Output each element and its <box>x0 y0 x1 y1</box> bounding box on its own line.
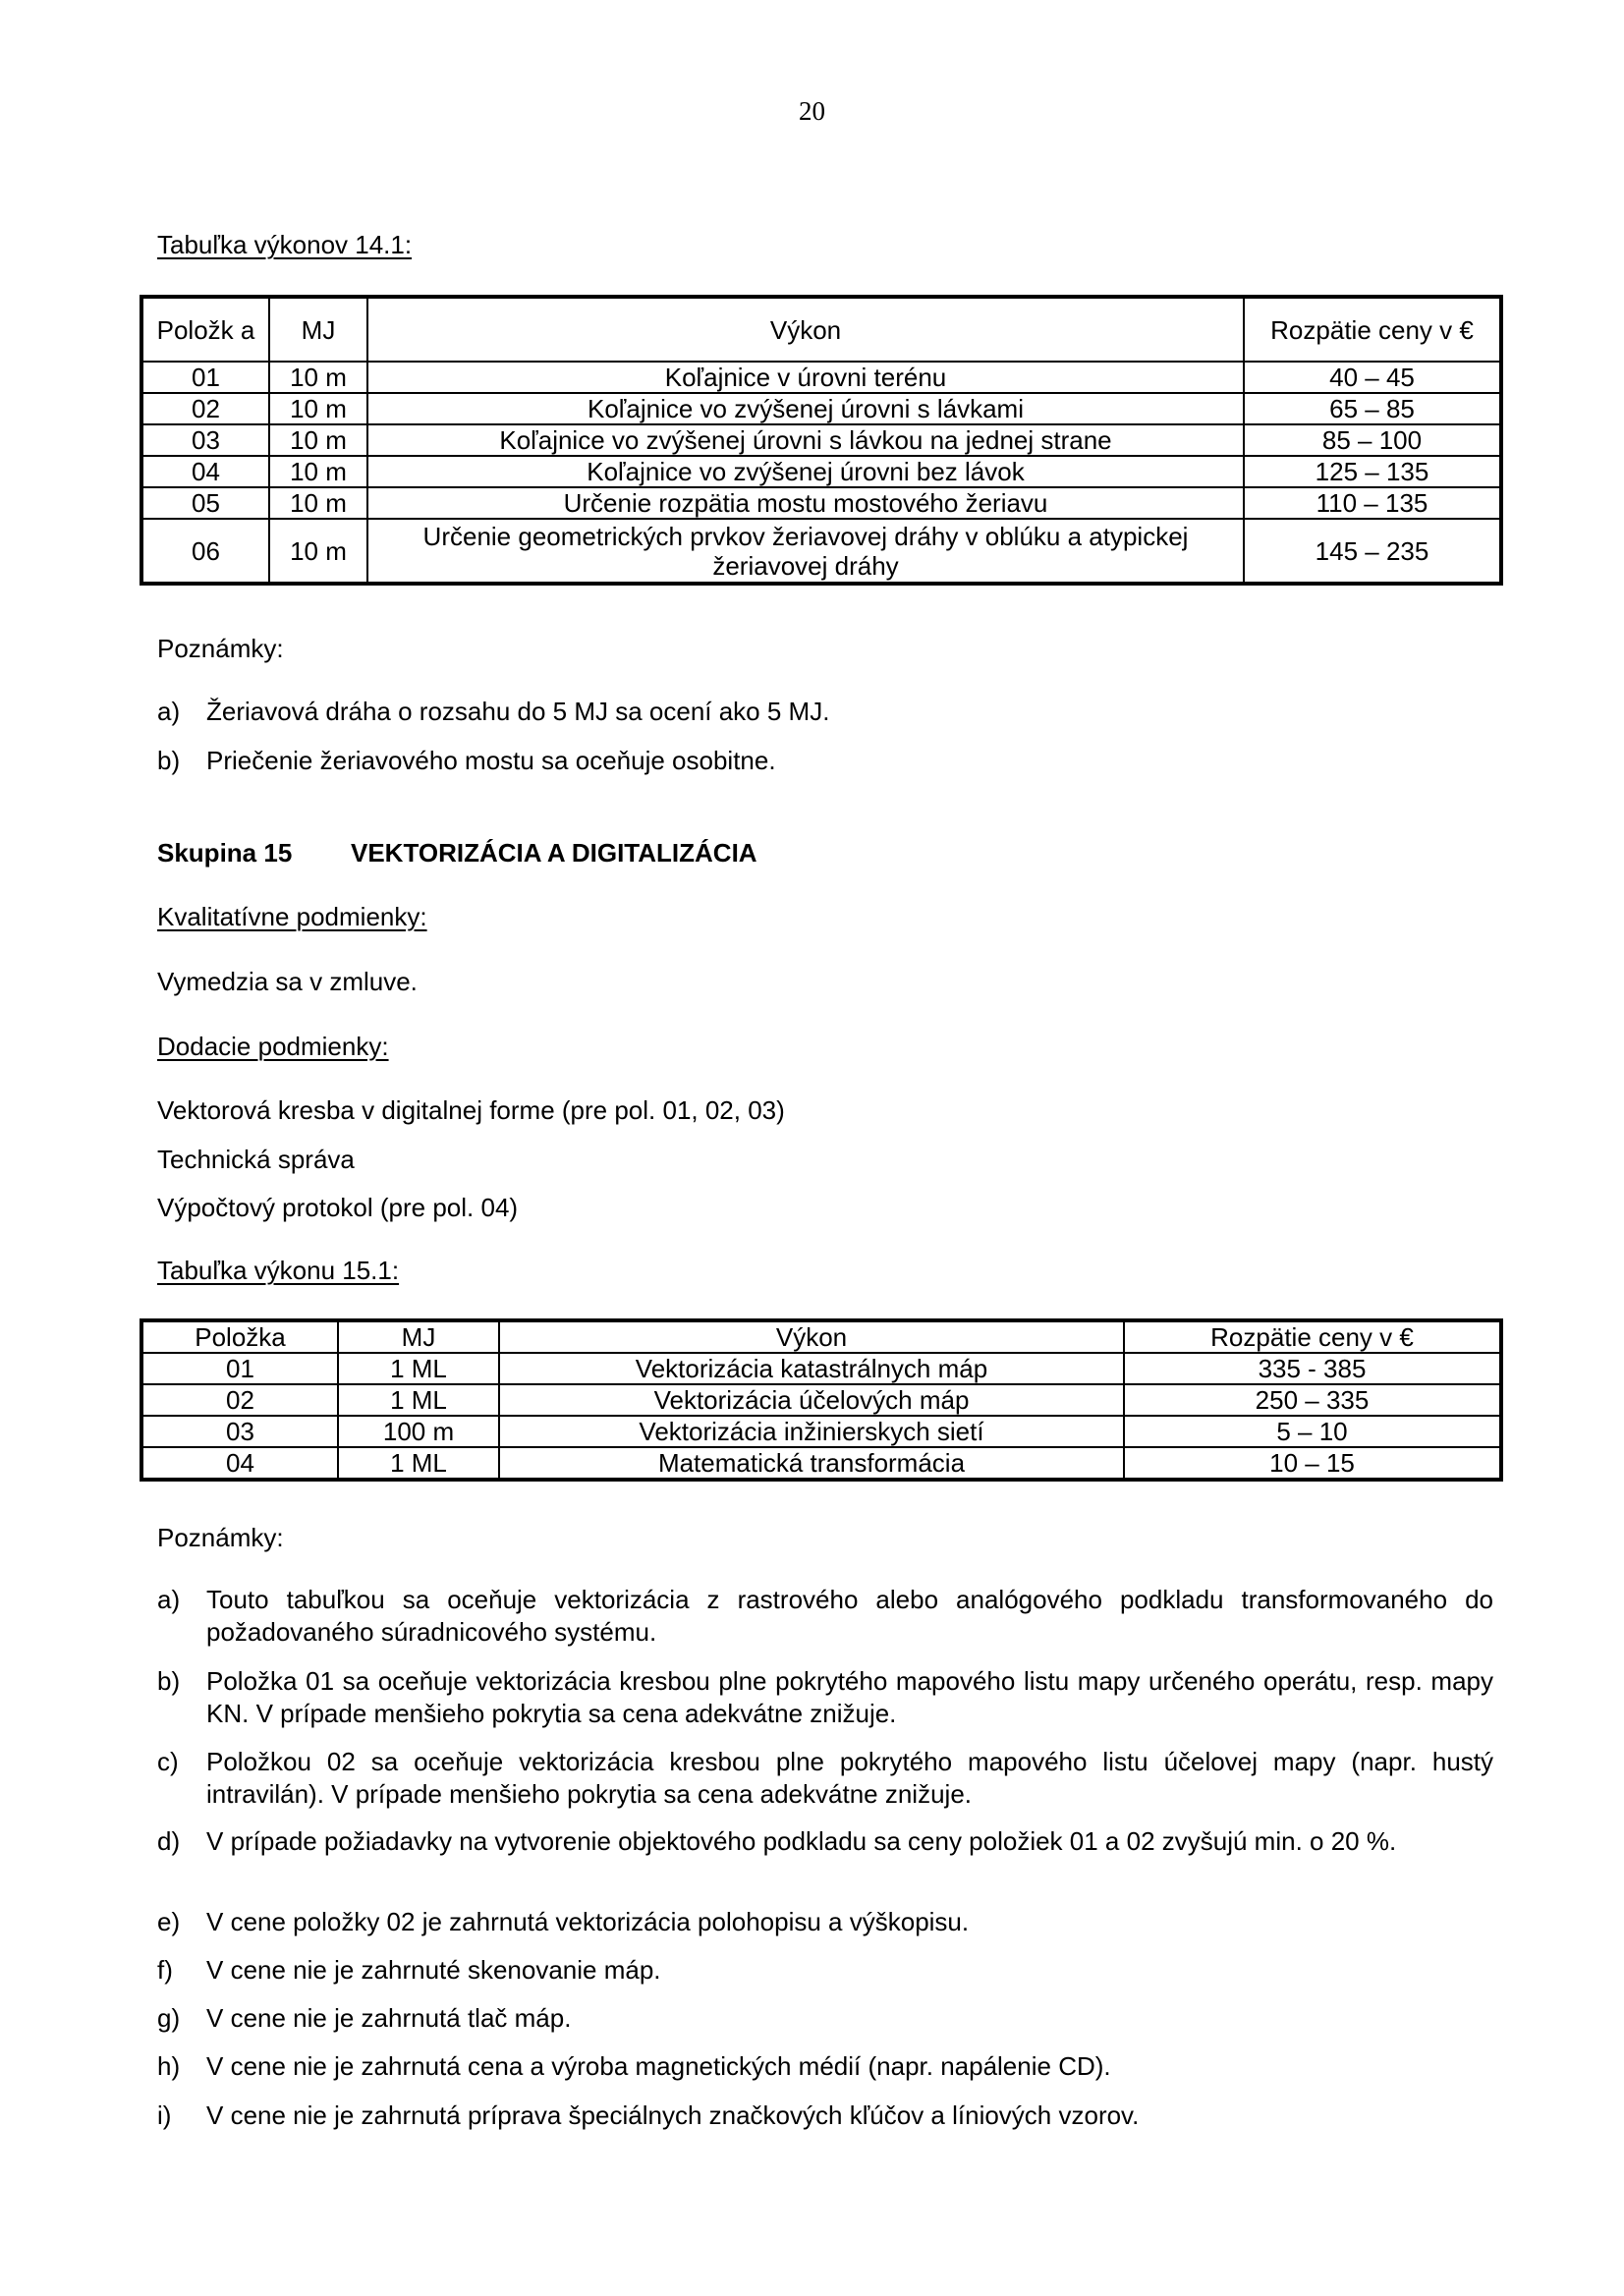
table-cell: 1 ML <box>338 1447 499 1480</box>
table-cell: 01 <box>141 362 269 393</box>
note-item <box>157 2002 1493 2035</box>
table-cell: 10 m <box>269 424 367 456</box>
table-cell: 10 m <box>269 362 367 393</box>
note-id: g) <box>157 2003 181 2033</box>
table1-header-cell: Výkon <box>367 297 1244 362</box>
table-cell: 335 - 385 <box>1124 1353 1501 1384</box>
table-cell: 02 <box>141 393 269 424</box>
note-text: Žeriavová dráha o rozsahu do 5 MJ sa ocení ako 5 MJ. <box>206 697 830 726</box>
table2-header-cell: Položka <box>141 1320 338 1353</box>
note-item <box>157 2100 1493 2132</box>
table-cell: 10 m <box>269 456 367 487</box>
note-id: c) <box>157 1747 179 1776</box>
note-text: V cene nie je zahrnutá príprava špeciálnych značkových kľúčov a líniových vzorov. <box>206 2100 1140 2130</box>
note-id: a) <box>157 1585 181 1614</box>
table-row <box>141 456 1501 487</box>
note-item <box>157 1665 1493 1730</box>
table-cell: Vektorizácia katastrálnych máp <box>499 1353 1124 1384</box>
delivery-heading: Dodacie podmienky: <box>157 1032 389 1061</box>
table1-header-row <box>141 297 1501 362</box>
note-text: V cene nie je zahrnutá tlač máp. <box>206 2003 572 2033</box>
note-item <box>157 1746 1493 1811</box>
table-cell: 110 – 135 <box>1244 487 1501 519</box>
table-cell: 5 – 10 <box>1124 1416 1501 1447</box>
table-cell: 250 – 335 <box>1124 1384 1501 1416</box>
table2-header-cell: Rozpätie ceny v € <box>1124 1320 1501 1353</box>
note-id: e) <box>157 1907 181 1936</box>
table-cell: 03 <box>141 1416 338 1447</box>
note-id: b) <box>157 746 181 775</box>
note-text: Priečenie žeriavového mostu sa oceňuje osobitne. <box>206 746 776 775</box>
table-cell: 40 – 45 <box>1244 362 1501 393</box>
table-cell: 10 m <box>269 393 367 424</box>
table-cell: 01 <box>141 1353 338 1384</box>
notes1-label: Poznámky: <box>157 634 284 663</box>
table2-header-cell: Výkon <box>499 1320 1124 1353</box>
table-row <box>141 1353 1501 1384</box>
table-cell: 10 m <box>269 519 367 584</box>
table-cell: 1 ML <box>338 1384 499 1416</box>
table2-caption: Tabuľka výkonu 15.1: <box>157 1256 400 1285</box>
table1-header-cell: Rozpätie ceny v € <box>1244 297 1501 362</box>
table-cell: 05 <box>141 487 269 519</box>
note-text: V cene nie je zahrnuté skenovanie máp. <box>206 1955 661 1985</box>
note-item <box>157 1584 1493 1649</box>
table-row <box>141 519 1501 584</box>
table-cell: 145 – 235 <box>1244 519 1501 584</box>
note-text: Touto tabuľkou sa oceňuje vektorizácia z rastrového alebo analógového podkladu transformovaného do požadovaného súradnicového systému. <box>206 1585 1493 1647</box>
table-cell: Koľajnice vo zvýšenej úrovni s lávkami <box>367 393 1244 424</box>
note-text: V cene nie je zahrnutá cena a výroba magnetických médií (napr. napálenie CD). <box>206 2051 1111 2081</box>
table-cell: Matematická transformácia <box>499 1447 1124 1480</box>
note-text: Položka 01 sa oceňuje vektorizácia kresbou plne pokrytého mapového listu mapy určeného operátu, resp. mapy KN. V prípade menšieho pokrytia sa cena adekvátne znižuje. <box>206 1666 1493 1728</box>
quality-heading: Kvalitatívne podmienky: <box>157 902 427 931</box>
table-cell: 85 – 100 <box>1244 424 1501 456</box>
notes2-label: Poznámky: <box>157 1523 284 1552</box>
note-item <box>157 745 1493 777</box>
note-text: V prípade požiadavky na vytvorenie objektového podkladu sa ceny položiek 01 a 02 zvyšujú min. o 20 %. <box>206 1826 1397 1856</box>
note-id: i) <box>157 2100 172 2130</box>
table-row <box>141 362 1501 393</box>
table-cell: 65 – 85 <box>1244 393 1501 424</box>
table-cell: Vektorizácia účelových máp <box>499 1384 1124 1416</box>
table-row <box>141 393 1501 424</box>
table1-header-cell: Položk a <box>141 297 269 362</box>
table-cell: 04 <box>141 1447 338 1480</box>
table-cell: Koľajnice vo zvýšenej úrovni bez lávok <box>367 456 1244 487</box>
table-row <box>141 1447 1501 1480</box>
group-number: Skupina 15 <box>157 838 293 868</box>
table1-header-cell: MJ <box>269 297 367 362</box>
note-id: h) <box>157 2051 181 2081</box>
note-item <box>157 696 1493 728</box>
table-cell: Určenie rozpätia mostu mostového žeriavu <box>367 487 1244 519</box>
table-cell: 10 – 15 <box>1124 1447 1501 1480</box>
note-id: b) <box>157 1666 181 1696</box>
note-text: V cene položky 02 je zahrnutá vektorizácia polohopisu a výškopisu. <box>206 1907 970 1936</box>
table-cell: 02 <box>141 1384 338 1416</box>
table-cell: Určenie geometrických prvkov žeriavovej dráhy v oblúku a atypickej žeriavovej dráhy <box>367 519 1244 584</box>
page-number: 20 <box>799 96 825 126</box>
note-id: f) <box>157 1955 173 1985</box>
note-item <box>157 1825 1493 1858</box>
table1-caption: Tabuľka výkonov 14.1: <box>157 230 413 259</box>
note-item <box>157 1954 1493 1987</box>
table-row <box>141 1384 1501 1416</box>
delivery-line: Technická správa <box>157 1145 355 1174</box>
table-row <box>141 1416 1501 1447</box>
table-cell: Vektorizácia inžinierskych sietí <box>499 1416 1124 1447</box>
note-text: Položkou 02 sa oceňuje vektorizácia kresbou plne pokrytého mapového listu účelovej mapy (napr. hustý intravilán). V prípade menšieho pokrytia sa cena adekvátne znižuje. <box>206 1747 1493 1809</box>
table-cell: 125 – 135 <box>1244 456 1501 487</box>
table1 <box>140 295 1503 586</box>
table-cell: 06 <box>141 519 269 584</box>
table-cell: 03 <box>141 424 269 456</box>
table-row <box>141 487 1501 519</box>
table-cell: 10 m <box>269 487 367 519</box>
table-cell: Koľajnice v úrovni terénu <box>367 362 1244 393</box>
note-item <box>157 1906 1493 1938</box>
table-cell: Koľajnice vo zvýšenej úrovni s lávkou na jednej strane <box>367 424 1244 456</box>
table-cell: 04 <box>141 456 269 487</box>
table-row <box>141 424 1501 456</box>
table2 <box>140 1318 1503 1482</box>
table2-header-row <box>141 1320 1501 1353</box>
table-cell: 100 m <box>338 1416 499 1447</box>
note-id: d) <box>157 1826 181 1856</box>
note-item <box>157 2050 1493 2083</box>
delivery-line: Výpočtový protokol (pre pol. 04) <box>157 1193 519 1222</box>
delivery-line: Vektorová kresba v digitalnej forme (pre pol. 01, 02, 03) <box>157 1095 785 1125</box>
note-id: a) <box>157 697 181 726</box>
group-heading <box>157 838 757 868</box>
table-cell: 1 ML <box>338 1353 499 1384</box>
table2-header-cell: MJ <box>338 1320 499 1353</box>
quality-text: Vymedzia sa v zmluve. <box>157 967 418 996</box>
group-title: VEKTORIZÁCIA A DIGITALIZÁCIA <box>351 838 757 868</box>
